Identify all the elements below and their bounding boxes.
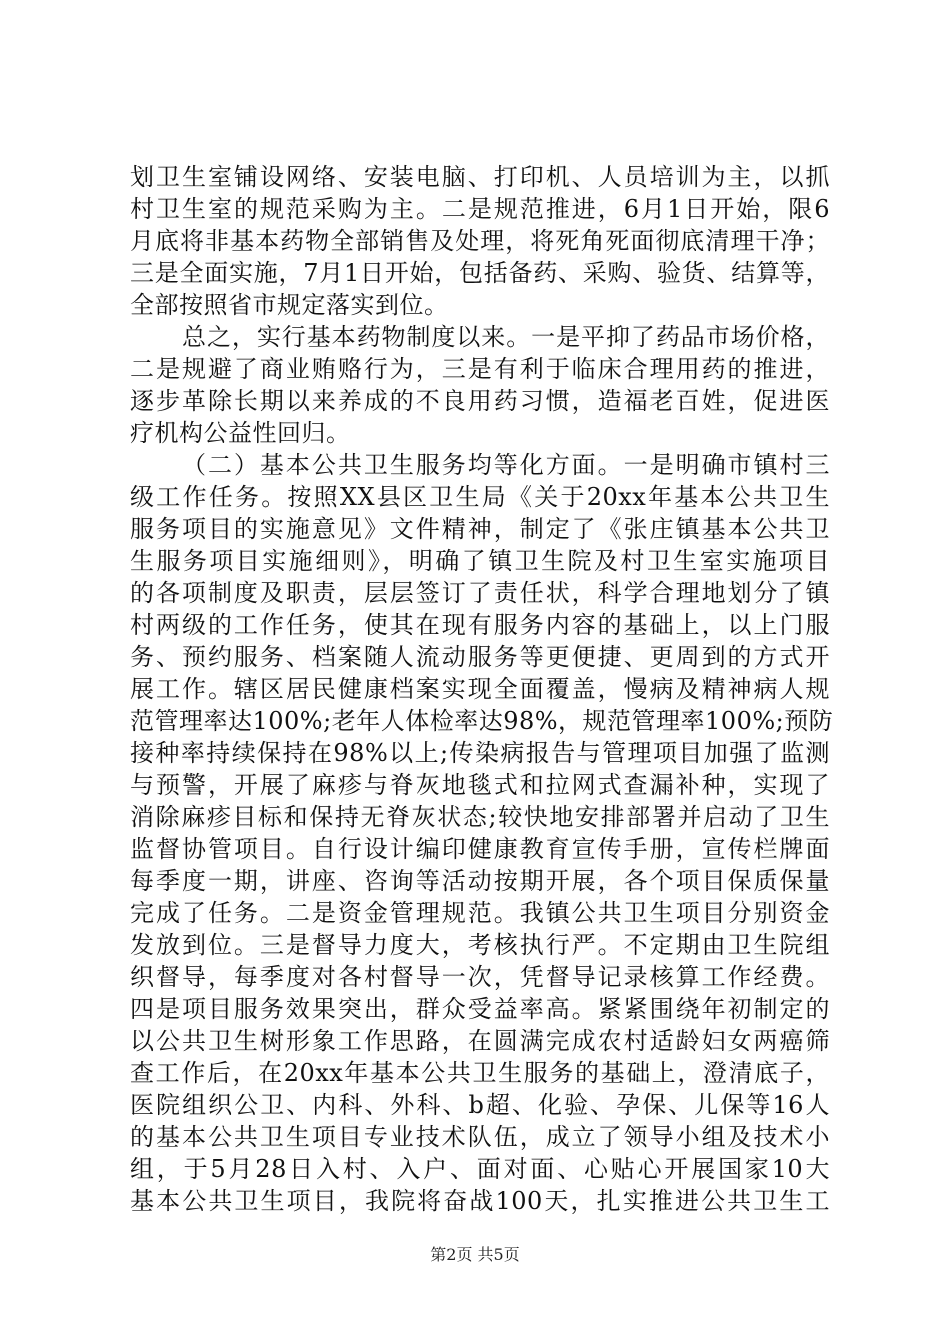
paragraph-2-line: 逐步革除长期以来养成的不良用药习惯，造福老百姓，促进医 [130, 387, 830, 415]
paragraph-1-line: 月底将非基本药物全部销售及处理，将死角死面彻底清理干净； [130, 227, 830, 255]
paragraph-3-line: 织督导，每季度对各村督导一次，凭督导记录核算工作经费。 [130, 963, 830, 991]
paragraph-3-line: 范管理率达100%;老年人体检率达98%，规范管理率100%;预防 [130, 707, 834, 735]
paragraph-3-line: 发放到位。三是督导力度大，考核执行严。不定期由卫生院组 [130, 931, 830, 959]
paragraph-2-line: 疗机构公益性回归。 [130, 419, 351, 447]
paragraph-3-line: 消除麻疹目标和保持无脊灰状态;较快地安排部署并启动了卫生 [130, 803, 830, 831]
paragraph-3-line: 生服务项目实施细则》，明确了镇卫生院及村卫生室实施项目 [130, 547, 830, 575]
paragraph-3-line: 展工作。辖区居民健康档案实现全面覆盖，慢病及精神病人规 [130, 675, 830, 703]
paragraph-1-line: 村卫生室的规范采购为主。二是规范推进，6月1日开始，限6 [130, 195, 830, 223]
paragraph-3-line: 村两级的工作任务，使其在现有服务内容的基础上，以上门服 [130, 611, 830, 639]
paragraph-3-line: 医院组织公卫、内科、外科、b超、化验、孕保、儿保等16人 [130, 1091, 830, 1119]
paragraph-3-line: 与预警，开展了麻疹与脊灰地毯式和拉网式查漏补种，实现了 [130, 771, 830, 799]
paragraph-3-line: 接种率持续保持在98%以上;传染病报告与管理项目加强了监测 [130, 739, 830, 767]
paragraph-3-line: （二）基本公共卫生服务均等化方面。一是明确市镇村三 [182, 451, 830, 479]
paragraph-3-line: 基本公共卫生项目，我院将奋战100天，扎实推进公共卫生工 [130, 1187, 830, 1215]
paragraph-3-line: 组，于5月28日入村、入户、面对面、心贴心开展国家10大 [130, 1155, 830, 1183]
paragraph-2-line: 总之，实行基本药物制度以来。一是平抑了药品市场价格， [182, 323, 830, 351]
document-body [130, 161, 834, 1217]
paragraph-3-line: 级工作任务。按照XX县区卫生局《关于20xx年基本公共卫生 [130, 483, 830, 511]
paragraph-3-line: 以公共卫生树形象工作思路，在圆满完成农村适龄妇女两癌筛 [130, 1027, 830, 1055]
paragraph-3-line: 服务项目的实施意见》文件精神，制定了《张庄镇基本公共卫 [130, 515, 830, 543]
paragraph-3-line: 四是项目服务效果突出，群众受益率高。紧紧围绕年初制定的 [130, 995, 830, 1023]
paragraph-2-line: 二是规避了商业贿赂行为，三是有利于临床合理用药的推进， [130, 355, 830, 383]
paragraph-3-line: 的各项制度及职责，层层签订了责任状，科学合理地划分了镇 [130, 579, 830, 607]
paragraph-1-line: 全部按照省市规定落实到位。 [130, 291, 449, 319]
paragraph-3-line: 每季度一期，讲座、咨询等活动按期开展，各个项目保质保量 [130, 867, 830, 895]
paragraph-3-line: 监督协管项目。自行设计编印健康教育宣传手册，宣传栏牌面 [130, 835, 830, 863]
page-footer: 第2页 共5页 [430, 1245, 520, 1264]
paragraph-3-line: 的基本公共卫生项目专业技术队伍，成立了领导小组及技术小 [130, 1123, 830, 1151]
paragraph-1-line: 三是全面实施，7月1日开始，包括备药、采购、验货、结算等， [130, 259, 830, 287]
paragraph-1-line: 划卫生室铺设网络、安装电脑、打印机、人员培训为主，以抓 [130, 163, 830, 191]
paragraph-3-line: 务、预约服务、档案随人流动服务等更便捷、更周到的方式开 [130, 643, 830, 671]
paragraph-3-line: 查工作后，在20xx年基本公共卫生服务的基础上，澄清底子， [130, 1059, 830, 1087]
paragraph-3-line: 完成了任务。二是资金管理规范。我镇公共卫生项目分别资金 [130, 899, 830, 927]
